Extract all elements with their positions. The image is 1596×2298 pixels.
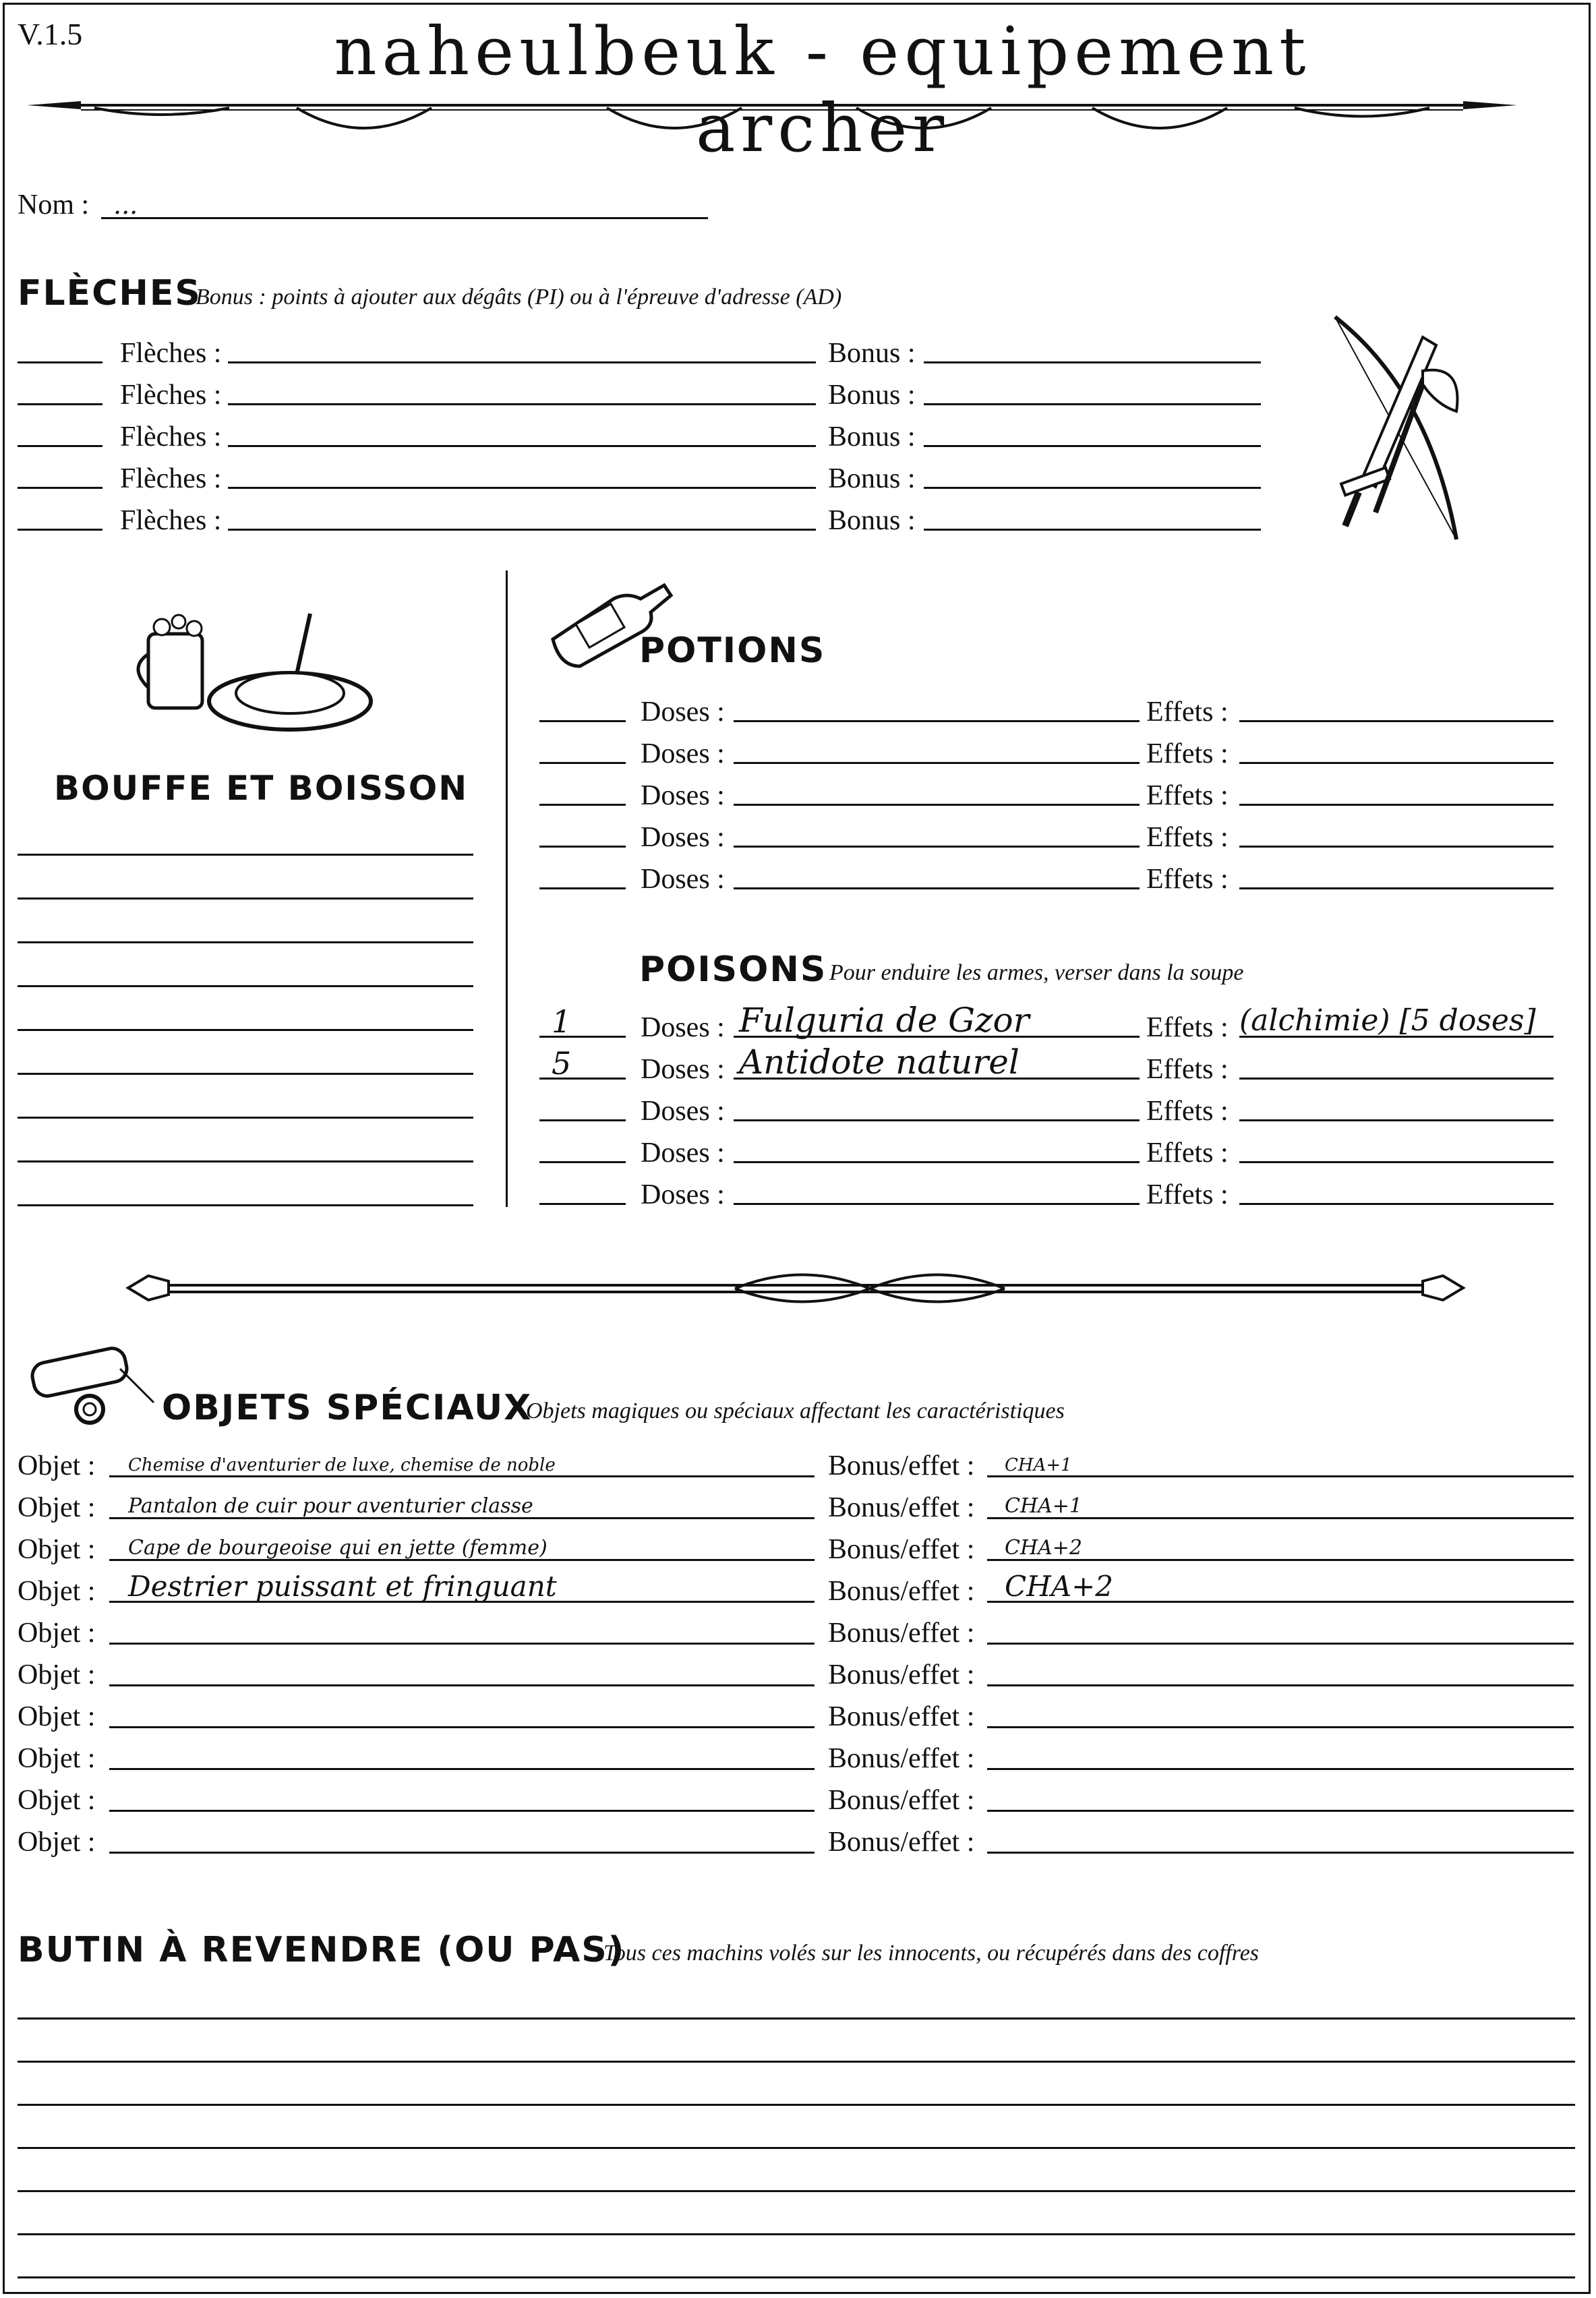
potion-qty-field[interactable] — [539, 887, 626, 889]
objets-title: OBJETS SPÉCIAUX — [162, 1388, 533, 1428]
butin-line[interactable] — [18, 2233, 1575, 2235]
poison-qty-value: 1 — [552, 1003, 572, 1040]
objet-name-field[interactable] — [109, 1643, 815, 1645]
potion-effect-field[interactable] — [1239, 804, 1554, 806]
fleches-type-field[interactable] — [228, 361, 816, 363]
food-drink-icon — [135, 600, 378, 735]
butin-line[interactable] — [18, 2061, 1575, 2063]
objet-bonus-value: CHA+2 — [1005, 1570, 1114, 1603]
nom-label: Nom : — [18, 189, 90, 220]
objet-bonus-label: Bonus/effet : — [828, 1576, 975, 1607]
objet-bonus-field[interactable] — [987, 1643, 1574, 1645]
potion-qty-field[interactable] — [539, 846, 626, 848]
butin-line[interactable] — [18, 2276, 1575, 2278]
poison-effect-field[interactable] — [1239, 1078, 1554, 1080]
staff-divider-icon — [128, 1261, 1463, 1315]
objet-name-value: Pantalon de cuir pour aventurier classe — [128, 1494, 533, 1518]
objets-subtitle: Objets magiques ou spéciaux affectant les caractéristiques — [526, 1398, 1065, 1423]
objet-bonus-label: Bonus/effet : — [828, 1534, 975, 1565]
bouffe-title: BOUFFE ET BOISSON — [54, 769, 469, 808]
objet-label: Objet : — [18, 1534, 96, 1565]
poison-name-value: Antidote naturel — [739, 1042, 1019, 1082]
poison-name-field[interactable] — [734, 1161, 1140, 1163]
poison-doses-label: Doses : — [641, 1138, 725, 1169]
potion-name-field[interactable] — [734, 720, 1140, 722]
poison-doses-label: Doses : — [641, 1179, 725, 1210]
poison-name-field[interactable] — [734, 1119, 1140, 1121]
objet-label: Objet : — [18, 1827, 96, 1858]
objet-bonus-field[interactable] — [987, 1852, 1574, 1854]
potion-qty-field[interactable] — [539, 762, 626, 764]
fleches-type-field[interactable] — [228, 529, 816, 531]
objet-label: Objet : — [18, 1492, 96, 1523]
bouffe-line[interactable] — [18, 1117, 473, 1119]
poison-effets-label: Effets : — [1146, 1012, 1229, 1043]
objet-name-value: Destrier puissant et fringuant — [128, 1570, 557, 1603]
fleches-bonus-field[interactable] — [924, 403, 1261, 405]
potion-effets-label: Effets : — [1146, 780, 1229, 811]
fleches-bonus-field[interactable] — [924, 361, 1261, 363]
potion-doses-label: Doses : — [641, 780, 725, 811]
fleches-label: Flèches : — [120, 505, 222, 536]
objet-bonus-field[interactable] — [987, 1768, 1574, 1770]
fleches-bonus-field[interactable] — [924, 487, 1261, 489]
poison-qty-value: 5 — [552, 1045, 572, 1082]
objet-label: Objet : — [18, 1701, 96, 1732]
poison-effets-label: Effets : — [1146, 1096, 1229, 1127]
fleches-type-field[interactable] — [228, 487, 816, 489]
fleches-title: FLÈCHES — [18, 273, 202, 314]
fleches-label: Flèches : — [120, 338, 222, 369]
objet-bonus-label: Bonus/effet : — [828, 1659, 975, 1690]
arrow-border-icon — [13, 88, 1531, 148]
objet-name-field[interactable] — [109, 1684, 815, 1686]
objet-bonus-label: Bonus/effet : — [828, 1492, 975, 1523]
page-title: naheulbeuk - equipement archer — [334, 13, 1311, 167]
objet-bonus-field[interactable] — [987, 1684, 1574, 1686]
poison-effect-field[interactable] — [1239, 1119, 1554, 1121]
objet-label: Objet : — [18, 1618, 96, 1649]
poison-doses-label: Doses : — [641, 1012, 725, 1043]
poison-name-field[interactable] — [734, 1203, 1140, 1205]
fleches-bonus-field[interactable] — [924, 445, 1261, 447]
bouffe-line[interactable] — [18, 1029, 473, 1031]
potion-name-field[interactable] — [734, 846, 1140, 848]
bouffe-line[interactable] — [18, 1204, 473, 1206]
butin-line[interactable] — [18, 2147, 1575, 2149]
objet-bonus-field[interactable] — [987, 1475, 1574, 1477]
potion-effets-label: Effets : — [1146, 697, 1229, 728]
poison-effect-value: (alchimie) [5 doses] — [1239, 1003, 1536, 1038]
potion-effect-field[interactable] — [1239, 887, 1554, 889]
potion-name-field[interactable] — [734, 887, 1140, 889]
objet-bonus-label: Bonus/effet : — [828, 1743, 975, 1774]
fleches-subtitle: Bonus : points à ajouter aux dégâts (PI) ou à l'épreuve d'adresse (AD) — [196, 285, 842, 310]
bouffe-line[interactable] — [18, 985, 473, 987]
objet-bonus-label: Bonus/effet : — [828, 1827, 975, 1858]
fleches-label: Flèches : — [120, 463, 222, 494]
objet-label: Objet : — [18, 1785, 96, 1816]
bouffe-line[interactable] — [18, 941, 473, 943]
objet-bonus-value: CHA+1 — [1005, 1455, 1072, 1475]
potion-effect-field[interactable] — [1239, 762, 1554, 764]
poison-effect-field[interactable] — [1239, 1203, 1554, 1205]
poison-name-value: Fulguria de Gzor — [739, 1001, 1030, 1040]
objet-name-value: Chemise d'aventurier de luxe, chemise de noble — [128, 1455, 556, 1475]
fleches-bonus-field[interactable] — [924, 529, 1261, 531]
potion-name-field[interactable] — [734, 762, 1140, 764]
nom-field[interactable] — [101, 217, 708, 219]
fleches-qty-field[interactable] — [18, 445, 102, 447]
potion-doses-label: Doses : — [641, 864, 725, 895]
poison-effets-label: Effets : — [1146, 1179, 1229, 1210]
objet-bonus-value: CHA+2 — [1005, 1536, 1083, 1560]
objet-bonus-value: CHA+1 — [1005, 1494, 1083, 1518]
objet-bonus-label: Bonus/effet : — [828, 1450, 975, 1481]
potion-qty-field[interactable] — [539, 720, 626, 722]
butin-title: BUTIN À REVENDRE (OU PAS) — [18, 1930, 626, 1970]
fleches-label: Flèches : — [120, 421, 222, 452]
objet-label: Objet : — [18, 1743, 96, 1774]
potion-effets-label: Effets : — [1146, 864, 1229, 895]
poison-effets-label: Effets : — [1146, 1138, 1229, 1169]
objet-label: Objet : — [18, 1576, 96, 1607]
poison-effets-label: Effets : — [1146, 1054, 1229, 1085]
fleches-type-field[interactable] — [228, 403, 816, 405]
potion-effets-label: Effets : — [1146, 738, 1229, 769]
bouffe-line[interactable] — [18, 1073, 473, 1075]
objet-label: Objet : — [18, 1659, 96, 1690]
potion-effect-field[interactable] — [1239, 720, 1554, 722]
nom-value: ... — [113, 190, 138, 220]
potions-title: POTIONS — [639, 630, 826, 671]
fleches-label: Flèches : — [120, 380, 222, 411]
fleches-bonus-label: Bonus : — [828, 338, 916, 369]
objet-name-field[interactable] — [109, 1852, 815, 1854]
potion-doses-label: Doses : — [641, 822, 725, 853]
potion-effets-label: Effets : — [1146, 822, 1229, 853]
bouffe-line[interactable] — [18, 854, 473, 856]
objet-label: Objet : — [18, 1450, 96, 1481]
fleches-qty-field[interactable] — [18, 403, 102, 405]
poison-qty-field[interactable] — [539, 1203, 626, 1205]
butin-line[interactable] — [18, 2017, 1575, 2020]
bouffe-line[interactable] — [18, 897, 473, 900]
fleches-type-field[interactable] — [228, 445, 816, 447]
poison-qty-field[interactable] — [539, 1119, 626, 1121]
crossed-weapons-icon — [1322, 310, 1483, 553]
objet-bonus-label: Bonus/effet : — [828, 1701, 975, 1732]
fleches-qty-field[interactable] — [18, 487, 102, 489]
potion-effect-field[interactable] — [1239, 846, 1554, 848]
bouffe-line[interactable] — [18, 1160, 473, 1162]
butin-subtitle: Tous ces machins volés sur les innocents, ou récupérés dans des coffres — [603, 1941, 1260, 1966]
objet-name-value: Cape de bourgeoise qui en jette (femme) — [128, 1536, 548, 1560]
poison-effect-field[interactable] — [1239, 1161, 1554, 1163]
objet-bonus-field[interactable] — [987, 1810, 1574, 1812]
objet-name-field[interactable] — [109, 1768, 815, 1770]
objet-bonus-label: Bonus/effet : — [828, 1785, 975, 1816]
fleches-qty-field[interactable] — [18, 361, 102, 363]
version-label: V.1.5 — [18, 17, 83, 51]
potion-qty-field[interactable] — [539, 804, 626, 806]
butin-line[interactable] — [18, 2190, 1575, 2192]
fleches-bonus-label: Bonus : — [828, 380, 916, 411]
objet-name-field[interactable] — [109, 1475, 815, 1477]
column-divider — [506, 570, 508, 1207]
scroll-ring-icon — [19, 1342, 154, 1430]
objet-bonus-label: Bonus/effet : — [828, 1618, 975, 1649]
objet-name-field[interactable] — [109, 1810, 815, 1812]
fleches-qty-field[interactable] — [18, 529, 102, 531]
fleches-bonus-label: Bonus : — [828, 505, 916, 536]
potion-name-field[interactable] — [734, 804, 1140, 806]
potion-doses-label: Doses : — [641, 697, 725, 728]
fleches-bonus-label: Bonus : — [828, 463, 916, 494]
objet-bonus-field[interactable] — [987, 1726, 1574, 1728]
poison-doses-label: Doses : — [641, 1096, 725, 1127]
potion-doses-label: Doses : — [641, 738, 725, 769]
poison-qty-field[interactable] — [539, 1161, 626, 1163]
objet-name-field[interactable] — [109, 1726, 815, 1728]
poison-doses-label: Doses : — [641, 1054, 725, 1085]
butin-line[interactable] — [18, 2104, 1575, 2106]
poisons-subtitle: Pour enduire les armes, verser dans la soupe — [829, 960, 1244, 985]
poisons-title: POISONS — [639, 949, 827, 990]
fleches-bonus-label: Bonus : — [828, 421, 916, 452]
